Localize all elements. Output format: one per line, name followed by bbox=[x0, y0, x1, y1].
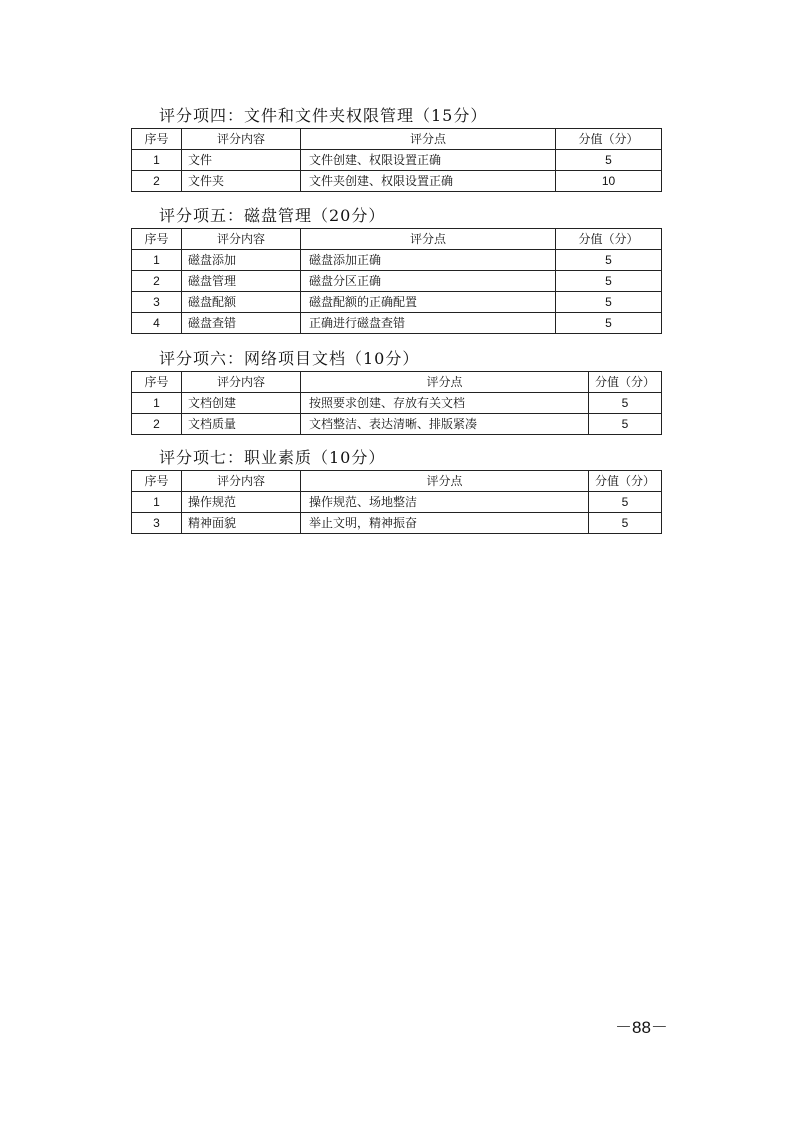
table-header-row bbox=[132, 129, 662, 150]
row-content: 精神面貌 bbox=[182, 513, 301, 534]
table-row bbox=[132, 313, 662, 334]
row-number: 1 bbox=[132, 250, 182, 271]
header-number: 序号 bbox=[132, 229, 182, 250]
table-row bbox=[132, 393, 662, 414]
header-score: 分值（分） bbox=[556, 129, 662, 150]
row-content: 磁盘查错 bbox=[182, 313, 301, 334]
row-score: 5 bbox=[556, 292, 662, 313]
header-content: 评分内容 bbox=[182, 229, 301, 250]
row-criteria: 文档整洁、表达清晰、排版紧凑 bbox=[301, 414, 589, 435]
section-title: 评分项六：网络项目文档（10分） bbox=[159, 349, 420, 368]
section-title: 评分项四：文件和文件夹权限管理（15分） bbox=[159, 106, 488, 125]
section-title: 评分项七：职业素质（10分） bbox=[159, 448, 386, 467]
row-score: 10 bbox=[556, 171, 662, 192]
table-row bbox=[132, 513, 662, 534]
row-score: 5 bbox=[589, 414, 662, 435]
row-number: 3 bbox=[132, 292, 182, 313]
row-score: 5 bbox=[556, 250, 662, 271]
section-title: 评分项五：磁盘管理（20分） bbox=[159, 206, 386, 225]
header-criteria: 评分点 bbox=[301, 129, 556, 150]
row-content: 磁盘添加 bbox=[182, 250, 301, 271]
row-number: 2 bbox=[132, 271, 182, 292]
section-7 bbox=[131, 446, 661, 534]
score-table bbox=[131, 128, 662, 192]
header-number: 序号 bbox=[132, 471, 182, 492]
row-score: 5 bbox=[589, 393, 662, 414]
row-content: 磁盘配额 bbox=[182, 292, 301, 313]
header-criteria: 评分点 bbox=[301, 471, 589, 492]
row-number: 2 bbox=[132, 414, 182, 435]
table-row bbox=[132, 414, 662, 435]
row-score: 5 bbox=[589, 492, 662, 513]
row-criteria: 操作规范、场地整洁 bbox=[301, 492, 589, 513]
row-content: 文件夹 bbox=[182, 171, 301, 192]
row-number: 1 bbox=[132, 393, 182, 414]
header-content: 评分内容 bbox=[182, 372, 301, 393]
row-content: 磁盘管理 bbox=[182, 271, 301, 292]
score-table bbox=[131, 470, 662, 534]
table-row bbox=[132, 271, 662, 292]
page-number: －88－ bbox=[615, 1018, 668, 1037]
header-number: 序号 bbox=[132, 129, 182, 150]
table-row bbox=[132, 250, 662, 271]
table-header-row bbox=[132, 229, 662, 250]
section-5 bbox=[131, 204, 661, 334]
row-content: 文档创建 bbox=[182, 393, 301, 414]
table-row bbox=[132, 492, 662, 513]
section-6 bbox=[131, 347, 661, 435]
row-criteria: 磁盘分区正确 bbox=[301, 271, 556, 292]
row-criteria: 按照要求创建、存放有关文档 bbox=[301, 393, 589, 414]
header-score: 分值（分） bbox=[589, 372, 662, 393]
table-row bbox=[132, 171, 662, 192]
row-criteria: 磁盘配额的正确配置 bbox=[301, 292, 556, 313]
header-score: 分值（分） bbox=[556, 229, 662, 250]
header-criteria: 评分点 bbox=[301, 372, 589, 393]
row-score: 5 bbox=[556, 271, 662, 292]
row-number: 4 bbox=[132, 313, 182, 334]
header-criteria: 评分点 bbox=[301, 229, 556, 250]
row-number: 2 bbox=[132, 171, 182, 192]
row-number: 1 bbox=[132, 150, 182, 171]
row-content: 文件 bbox=[182, 150, 301, 171]
table-header-row bbox=[132, 471, 662, 492]
header-content: 评分内容 bbox=[182, 471, 301, 492]
row-score: 5 bbox=[556, 150, 662, 171]
header-score: 分值（分） bbox=[589, 471, 662, 492]
row-criteria: 文件创建、权限设置正确 bbox=[301, 150, 556, 171]
header-number: 序号 bbox=[132, 372, 182, 393]
header-content: 评分内容 bbox=[182, 129, 301, 150]
score-table bbox=[131, 371, 662, 435]
row-content: 文档质量 bbox=[182, 414, 301, 435]
row-criteria: 正确进行磁盘查错 bbox=[301, 313, 556, 334]
score-table bbox=[131, 228, 662, 334]
row-score: 5 bbox=[556, 313, 662, 334]
table-row bbox=[132, 292, 662, 313]
row-content: 操作规范 bbox=[182, 492, 301, 513]
row-criteria: 磁盘添加正确 bbox=[301, 250, 556, 271]
row-number: 1 bbox=[132, 492, 182, 513]
row-criteria: 举止文明，精神振奋 bbox=[301, 513, 589, 534]
table-header-row bbox=[132, 372, 662, 393]
section-4 bbox=[131, 104, 661, 192]
row-score: 5 bbox=[589, 513, 662, 534]
table-row bbox=[132, 150, 662, 171]
row-criteria: 文件夹创建、权限设置正确 bbox=[301, 171, 556, 192]
row-number: 3 bbox=[132, 513, 182, 534]
